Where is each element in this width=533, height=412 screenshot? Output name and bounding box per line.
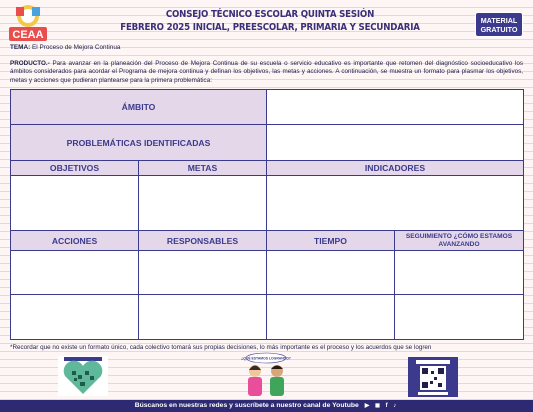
- objetivos-header: OBJETIVOS: [11, 161, 139, 176]
- social-icons[interactable]: ▶ ◼ f ♪: [364, 403, 399, 409]
- heart-qr-code-icon[interactable]: [58, 356, 108, 396]
- speech-bubble-text: ¿QUÉ ESTAMOS LOGRANDO?: [241, 356, 291, 361]
- responsables-header: RESPONSABLES: [139, 231, 267, 251]
- tiempo-header: TIEMPO: [267, 231, 395, 251]
- improvement-plan-table: [10, 89, 524, 340]
- footer-text: Búscanos en nuestras redes y suscríbete a nuestro canal de Youtube: [134, 402, 359, 409]
- tiempo-input-cell-1[interactable]: [267, 251, 395, 295]
- ambito-header: ÁMBITO: [11, 90, 267, 125]
- indicadores-header: INDICADORES: [267, 161, 524, 176]
- social-footer-bar: [0, 400, 533, 412]
- seguimiento-input-cell-2[interactable]: [395, 295, 524, 340]
- topic: [10, 44, 120, 51]
- seguimiento-header: SEGUIMIENTO ¿CÓMO ESTAMOS AVANZANDO: [395, 231, 524, 251]
- problematicas-header: PROBLEMÁTICAS IDENTIFICADAS: [11, 125, 267, 161]
- title-line-1: CONSEJO TÉCNICO ESCOLAR QUINTA SESIÓN: [165, 9, 375, 20]
- product-instructions: [10, 60, 523, 85]
- responsables-input-cell-2[interactable]: [139, 295, 267, 340]
- product-text: Para avanzar en la planeación del Proceso de Mejora Continua de su escuela o servicio educativo es importante que retomen del diagnóstico socioeducativo los ámbitos considerados para acordar el Programa de mejora continua y definan los objetivos, las metas y acciones. A continuación, se muestra un formato para plasmar los objetivos, metas y acciones que pudieran plantearse para la primera problemática:: [10, 60, 523, 84]
- indicadores-input-cell[interactable]: [267, 176, 524, 231]
- topic-value: El Proceso de Mejora Continua: [32, 44, 121, 51]
- badge-line-2: GRATUITO: [480, 25, 518, 34]
- product-label: PRODUCTO.-: [10, 60, 50, 67]
- acciones-header: ACCIONES: [11, 231, 139, 251]
- acciones-input-cell-2[interactable]: [11, 295, 139, 340]
- ceaa-logo: [6, 3, 50, 43]
- free-material-badge: [475, 12, 523, 37]
- teachers-illustration: [238, 352, 294, 396]
- metas-input-cell[interactable]: [139, 176, 267, 231]
- tiempo-input-cell-2[interactable]: [267, 295, 395, 340]
- footnote: *Recordar que no existe un formato único, cada colectivo tomará sus propias decisiones, lo más importante es el proceso y los acuerdos que se logren: [10, 344, 432, 351]
- topic-label: TEMA:: [10, 44, 31, 51]
- ambito-input-cell[interactable]: [267, 90, 524, 125]
- objetivos-input-cell[interactable]: [11, 176, 139, 231]
- logo-text: CEAA: [12, 29, 44, 41]
- title-line-2: FEBRERO 2025 INICIAL, PREESCOLAR, PRIMARIA Y SECUNDARIA: [120, 22, 420, 33]
- problematicas-input-cell[interactable]: [267, 125, 524, 161]
- qr-code-icon[interactable]: [408, 357, 458, 397]
- page-title: [114, 8, 427, 34]
- seguimiento-input-cell-1[interactable]: [395, 251, 524, 295]
- acciones-input-cell-1[interactable]: [11, 251, 139, 295]
- metas-header: METAS: [139, 161, 267, 176]
- responsables-input-cell-1[interactable]: [139, 251, 267, 295]
- badge-line-1: MATERIAL: [480, 16, 518, 25]
